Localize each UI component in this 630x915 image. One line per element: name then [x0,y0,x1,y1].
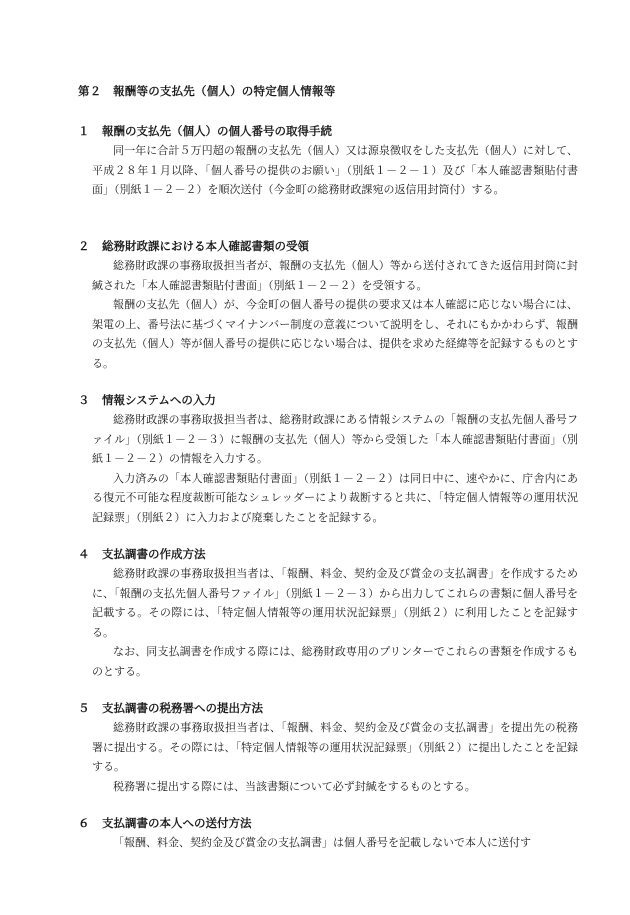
section-number: ２ [78,239,90,253]
section-heading-text: 支払調書の本人への送付方法 [102,816,252,830]
section-paragraph: 報酬の支払先（個人）が、今金町の個人番号の提供の要求又は本人確認に応じない場合には、架電の上、番号法に基づくマイナンバー制度の意義について説明をし、それにもかかわらず、報酬の支払先（個人）等が個人番号の提供に応じない場合は、提供を求めた経緯等を記録するものとする。 [92,298,578,370]
section-heading [78,699,578,718]
section-4 [78,545,578,682]
section-paragraph: なお、同支払調書を作成する際には、総務財政専用のプリンターでこれらの書類を作成するものとする。 [92,645,578,678]
section-number: ５ [78,701,90,715]
section-paragraph: 同一年に合計５万円超の報酬の支払先（個人）又は源泉徴収をした支払先（個人）に対して、平成２８年１月以降、「個人番号の提供のお願い」（別紙１－２－１）及び「本人確認書類貼付書面」（別紙１－２－２）を順次送付（今金町の総務財政課宛の返信用封筒付）する。 [92,144,578,197]
section-heading [78,814,578,833]
section-heading-text: 総務財政課における本人確認書類の受領 [102,239,309,253]
section-number: ４ [78,547,90,561]
document-title: 第２ 報酬等の支払先（個人）の特定個人情報等 [78,84,336,98]
section-heading [78,237,578,256]
section-paragraph: 総務財政課の事務取扱担当者は、「報酬、料金、契約金及び賞金の支払調書」を提出先の税務署に提出する。その際には、「特定個人情報等の運用状況記録票」（別紙２）に提出したことを記録する。 [92,721,578,774]
section-2 [78,237,578,374]
section-heading [78,122,578,141]
section-heading-text: 支払調書の作成方法 [102,547,206,561]
section-6 [78,814,578,853]
section-paragraph: 総務財政課の事務取扱担当者が、報酬の支払先（個人）等から送付されてきた返信用封筒に封緘された「本人確認書類貼付書面」（別紙１－２－２）を受領する。 [92,259,578,292]
section-1 [78,122,578,200]
section-heading [78,391,578,410]
section-number: ３ [78,393,90,407]
section-3 [78,391,578,528]
section-paragraph: 総務財政課の事務取扱担当者は、総務財政課にある情報システムの「報酬の支払先個人番号ファイル」（別紙１－２－３）に報酬の支払先（個人）等から受領した「本人確認書類貼付書面」（別紙１－２－２）の情報を入力する。 [92,413,578,466]
section-heading-text: 支払調書の税務署への提出方法 [102,701,263,715]
section-5 [78,699,578,796]
section-number: ６ [78,816,90,830]
section-heading-text: 情報システムへの入力 [102,393,216,407]
section-number: １ [78,124,90,138]
section-paragraph: 「報酬、料金、契約金及び賞金の支払調書」は個人番号を記載しないで本人に送付す [113,836,531,849]
section-paragraph: 総務財政課の事務取扱担当者は、「報酬、料金、契約金及び賞金の支払調書」を作成するために、「報酬の支払先個人番号ファイル」（別紙１－２－３）から出力してこれらの書類に個人番号を記載する。その際には、「特定個人情報等の運用状況記録票」（別紙２）に利用したことを記録する。 [92,567,578,639]
section-heading-text: 報酬の支払先（個人）の個人番号の取得手続 [102,124,332,138]
section-heading [78,545,578,564]
section-paragraph: 入力済みの「本人確認書類貼付書面」（別紙１－２－２）は同日中に、速やかに、庁舎内にある復元不可能な程度裁断可能なシュレッダーにより裁断すると共に、「特定個人情報等の運用状況記録票」（別紙２）に入力および廃棄したことを記録する。 [92,471,578,524]
section-paragraph: 税務署に提出する際には、当該書類について必ず封緘をするものとする。 [113,779,476,793]
